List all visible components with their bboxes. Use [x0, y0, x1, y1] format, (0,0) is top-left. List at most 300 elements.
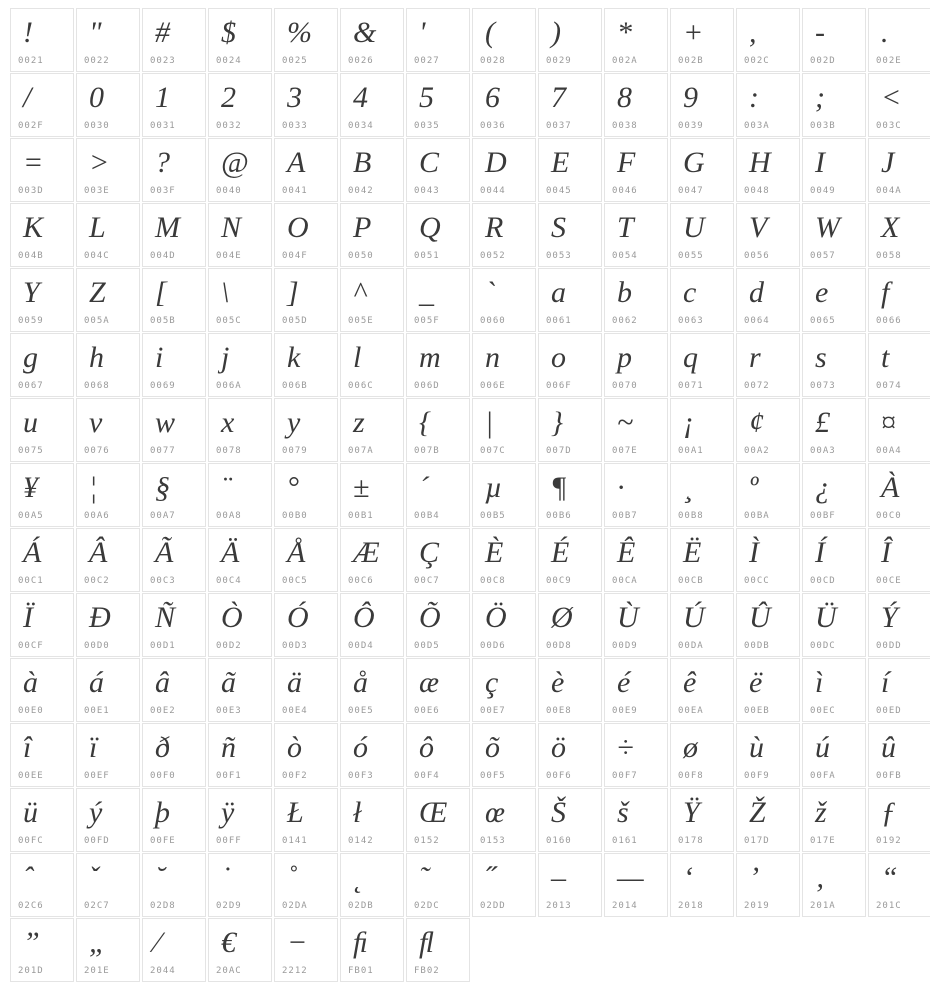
glyph-cell — [142, 333, 206, 397]
codepoint-label: 00E5 — [348, 706, 374, 716]
codepoint-label: 0192 — [876, 836, 902, 846]
codepoint-label: 0022 — [84, 56, 110, 66]
glyph-cell — [142, 398, 206, 462]
codepoint-label: 00B0 — [282, 511, 308, 521]
glyph-cell — [10, 528, 74, 592]
glyph-cell — [10, 73, 74, 137]
glyph-preview: ã — [221, 666, 236, 699]
glyph-cell — [406, 203, 470, 267]
glyph-preview: é — [617, 666, 631, 699]
glyph-cell — [10, 203, 74, 267]
glyph-cell — [538, 723, 602, 787]
glyph-preview: y — [287, 406, 301, 439]
glyph-cell — [670, 658, 734, 722]
glyph-cell — [142, 203, 206, 267]
glyph-preview: x — [221, 406, 235, 439]
codepoint-label: 2212 — [282, 966, 308, 976]
codepoint-label: 00F1 — [216, 771, 242, 781]
glyph-cell — [472, 268, 536, 332]
codepoint-label: 00D6 — [480, 641, 506, 651]
codepoint-label: 00F5 — [480, 771, 506, 781]
glyph-preview: ô — [419, 731, 434, 764]
glyph-cell — [76, 333, 140, 397]
glyph-cell — [142, 528, 206, 592]
codepoint-label: 0075 — [18, 446, 44, 456]
codepoint-label: FB02 — [414, 966, 440, 976]
codepoint-label: 0043 — [414, 186, 440, 196]
codepoint-label: 0141 — [282, 836, 308, 846]
glyph-cell — [274, 463, 338, 527]
codepoint-label: 00E9 — [612, 706, 638, 716]
glyph-preview: t — [881, 341, 890, 374]
codepoint-label: 00E3 — [216, 706, 242, 716]
glyph-preview: ä — [287, 666, 302, 699]
codepoint-label: 00EE — [18, 771, 44, 781]
codepoint-label: 00A5 — [18, 511, 44, 521]
codepoint-label: 0064 — [744, 316, 770, 326]
codepoint-label: 0047 — [678, 186, 704, 196]
codepoint-label: 006E — [480, 381, 506, 391]
glyph-preview: 1 — [155, 81, 170, 114]
codepoint-label: 002E — [876, 56, 902, 66]
glyph-preview: ž — [815, 796, 827, 829]
glyph-cell — [670, 593, 734, 657]
codepoint-label: 003C — [876, 121, 902, 131]
glyph-preview: K — [23, 211, 44, 244]
glyph-preview: Ù — [617, 601, 639, 634]
glyph-cell — [406, 268, 470, 332]
glyph-cell — [142, 723, 206, 787]
glyph-cell — [340, 788, 404, 852]
glyph-cell — [76, 203, 140, 267]
glyph-cell — [538, 528, 602, 592]
glyph-preview: ˇ — [89, 861, 99, 894]
glyph-cell — [208, 138, 272, 202]
codepoint-label: 006B — [282, 381, 308, 391]
glyph-preview: ] — [287, 276, 299, 309]
glyph-preview: p — [617, 341, 632, 374]
codepoint-label: 00D3 — [282, 641, 308, 651]
codepoint-label: 005D — [282, 316, 308, 326]
glyph-cell — [76, 138, 140, 202]
glyph-preview: Ë — [683, 536, 702, 569]
codepoint-label: 0028 — [480, 56, 506, 66]
glyph-preview: À — [881, 471, 900, 504]
glyph-preview: ï — [89, 731, 98, 764]
glyph-cell — [10, 463, 74, 527]
codepoint-label: 0074 — [876, 381, 902, 391]
glyph-cell — [868, 528, 930, 592]
glyph-preview: h — [89, 341, 104, 374]
glyph-preview: ) — [551, 16, 561, 49]
glyph-cell — [142, 8, 206, 72]
codepoint-label: 0035 — [414, 121, 440, 131]
glyph-cell — [406, 658, 470, 722]
glyph-preview: P — [353, 211, 372, 244]
glyph-preview: ° — [287, 471, 299, 504]
glyph-preview: ÷ — [617, 731, 634, 764]
codepoint-label: 00C4 — [216, 576, 242, 586]
glyph-preview: . — [881, 16, 889, 49]
glyph-cell — [472, 658, 536, 722]
glyph-cell — [472, 398, 536, 462]
glyph-preview: ê — [683, 666, 697, 699]
glyph-preview: i — [155, 341, 164, 374]
glyph-preview: F — [617, 146, 636, 179]
codepoint-label: 0068 — [84, 381, 110, 391]
glyph-preview: ~ — [617, 406, 634, 439]
codepoint-label: 00FB — [876, 771, 902, 781]
glyph-preview: g — [23, 341, 38, 374]
glyph-cell — [868, 138, 930, 202]
codepoint-label: 005B — [150, 316, 176, 326]
glyph-preview: Ò — [221, 601, 243, 634]
codepoint-label: 00CB — [678, 576, 704, 586]
glyph-preview: Ï — [23, 601, 33, 634]
glyph-cell — [802, 788, 866, 852]
glyph-cell — [472, 788, 536, 852]
glyph-preview: î — [23, 731, 32, 764]
glyph-cell — [736, 333, 800, 397]
codepoint-label: 007D — [546, 446, 572, 456]
glyph-preview: ˆ — [23, 861, 33, 894]
codepoint-label: 0057 — [810, 251, 836, 261]
glyph-cell — [604, 333, 668, 397]
codepoint-label: 0071 — [678, 381, 704, 391]
glyph-preview: V — [749, 211, 768, 244]
codepoint-label: 00A6 — [84, 511, 110, 521]
glyph-preview: º — [749, 471, 759, 504]
codepoint-label: 00EA — [678, 706, 704, 716]
glyph-cell — [340, 918, 404, 982]
glyph-preview: D — [485, 146, 507, 179]
codepoint-label: 02DC — [414, 901, 440, 911]
glyph-cell — [406, 333, 470, 397]
codepoint-label: 02DB — [348, 901, 374, 911]
glyph-preview: j — [221, 341, 230, 374]
glyph-preview: Ł — [287, 796, 304, 829]
glyph-cell — [802, 853, 866, 917]
glyph-cell — [10, 333, 74, 397]
glyph-cell — [868, 658, 930, 722]
glyph-cell — [142, 73, 206, 137]
codepoint-label: 017D — [744, 836, 770, 846]
codepoint-label: 00ED — [876, 706, 902, 716]
glyph-cell — [406, 788, 470, 852]
glyph-preview: € — [221, 926, 236, 959]
codepoint-label: 00E7 — [480, 706, 506, 716]
glyph-preview: O — [287, 211, 309, 244]
codepoint-label: 00D0 — [84, 641, 110, 651]
glyph-cell — [340, 73, 404, 137]
glyph-preview: b — [617, 276, 632, 309]
glyph-preview: ! — [23, 16, 33, 49]
codepoint-label: 0070 — [612, 381, 638, 391]
glyph-cell — [274, 138, 338, 202]
glyph-cell — [208, 268, 272, 332]
glyph-cell — [670, 203, 734, 267]
codepoint-label: 0050 — [348, 251, 374, 261]
glyph-preview: a — [551, 276, 566, 309]
codepoint-label: 201D — [18, 966, 44, 976]
glyph-cell — [670, 73, 734, 137]
glyph-preview: ﬂ — [419, 926, 434, 959]
codepoint-label: 0077 — [150, 446, 176, 456]
glyph-cell — [670, 788, 734, 852]
codepoint-label: 007C — [480, 446, 506, 456]
glyph-cell — [208, 333, 272, 397]
glyph-cell — [538, 73, 602, 137]
glyph-preview: ‚ — [815, 861, 825, 894]
glyph-cell — [142, 463, 206, 527]
glyph-preview: * — [617, 16, 632, 49]
glyph-preview: c — [683, 276, 697, 309]
codepoint-label: 0066 — [876, 316, 902, 326]
glyph-preview: Û — [749, 601, 771, 634]
glyph-cell — [736, 593, 800, 657]
glyph-preview: C — [419, 146, 440, 179]
codepoint-label: 00DD — [876, 641, 902, 651]
codepoint-label: 00DC — [810, 641, 836, 651]
glyph-preview: ¶ — [551, 471, 567, 504]
glyph-cell — [208, 723, 272, 787]
glyph-cell — [208, 398, 272, 462]
glyph-cell — [274, 333, 338, 397]
glyph-preview: m — [419, 341, 441, 374]
codepoint-label: 002B — [678, 56, 704, 66]
codepoint-label: 007E — [612, 446, 638, 456]
codepoint-label: 003B — [810, 121, 836, 131]
codepoint-label: 002C — [744, 56, 770, 66]
glyph-cell — [76, 73, 140, 137]
codepoint-label: 00E4 — [282, 706, 308, 716]
glyph-preview: Ü — [815, 601, 837, 634]
glyph-preview: ? — [155, 146, 170, 179]
codepoint-label: 00C8 — [480, 576, 506, 586]
glyph-cell — [802, 138, 866, 202]
glyph-preview: Œ — [419, 796, 448, 829]
glyph-cell — [670, 723, 734, 787]
glyph-cell — [142, 788, 206, 852]
glyph-preview: ¢ — [749, 406, 764, 439]
codepoint-label: 201A — [810, 901, 836, 911]
codepoint-label: 02DA — [282, 901, 308, 911]
codepoint-label: 003F — [150, 186, 176, 196]
glyph-cell — [604, 723, 668, 787]
glyph-preview: , — [749, 16, 757, 49]
glyph-cell — [604, 593, 668, 657]
codepoint-label: 0062 — [612, 316, 638, 326]
glyph-preview: ˙ — [221, 861, 231, 894]
codepoint-label: 00EB — [744, 706, 770, 716]
codepoint-label: 00B5 — [480, 511, 506, 521]
glyph-cell — [802, 73, 866, 137]
codepoint-label: 00DB — [744, 641, 770, 651]
glyph-cell — [208, 463, 272, 527]
codepoint-label: 00F0 — [150, 771, 176, 781]
glyph-preview: q — [683, 341, 698, 374]
glyph-preview: – — [551, 861, 566, 894]
glyph-preview: Ý — [881, 601, 898, 634]
glyph-preview: Ì — [749, 536, 759, 569]
glyph-preview: 6 — [485, 81, 500, 114]
glyph-cell — [274, 73, 338, 137]
glyph-preview: ^ — [353, 276, 366, 309]
glyph-preview: % — [287, 16, 312, 49]
glyph-cell — [340, 658, 404, 722]
glyph-preview: ` — [485, 276, 495, 309]
glyph-preview: È — [485, 536, 504, 569]
codepoint-label: 2013 — [546, 901, 572, 911]
codepoint-label: 0069 — [150, 381, 176, 391]
codepoint-label: 00FA — [810, 771, 836, 781]
glyph-preview: A — [287, 146, 306, 179]
codepoint-label: 0031 — [150, 121, 176, 131]
codepoint-label: 0152 — [414, 836, 440, 846]
glyph-cell — [604, 8, 668, 72]
glyph-cell — [208, 8, 272, 72]
glyph-cell — [736, 463, 800, 527]
glyph-cell — [538, 463, 602, 527]
glyph-preview: è — [551, 666, 565, 699]
glyph-cell — [274, 268, 338, 332]
glyph-cell — [76, 8, 140, 72]
glyph-cell — [736, 8, 800, 72]
codepoint-label: 00E6 — [414, 706, 440, 716]
glyph-preview: N — [221, 211, 242, 244]
codepoint-label: 0153 — [480, 836, 506, 846]
glyph-preview: ç — [485, 666, 499, 699]
glyph-cell — [736, 528, 800, 592]
glyph-preview: ¡ — [683, 406, 695, 439]
codepoint-label: 0048 — [744, 186, 770, 196]
glyph-preview: § — [155, 471, 170, 504]
codepoint-label: 006D — [414, 381, 440, 391]
glyph-preview: + — [683, 16, 704, 49]
codepoint-label: 0021 — [18, 56, 44, 66]
glyph-cell — [670, 398, 734, 462]
glyph-preview: æ — [419, 666, 440, 699]
glyph-preview: ü — [23, 796, 38, 829]
codepoint-label: 0025 — [282, 56, 308, 66]
glyph-cell — [736, 853, 800, 917]
codepoint-label: 004D — [150, 251, 176, 261]
glyph-cell — [736, 73, 800, 137]
glyph-cell — [274, 593, 338, 657]
glyph-preview: œ — [485, 796, 506, 829]
glyph-cell — [604, 138, 668, 202]
glyph-preview: á — [89, 666, 104, 699]
codepoint-label: 0055 — [678, 251, 704, 261]
glyph-cell — [538, 268, 602, 332]
glyph-cell — [274, 8, 338, 72]
glyph-cell — [538, 593, 602, 657]
codepoint-label: 003D — [18, 186, 44, 196]
codepoint-label: 00E0 — [18, 706, 44, 716]
glyph-cell — [604, 463, 668, 527]
codepoint-label: 0049 — [810, 186, 836, 196]
glyph-preview: L — [89, 211, 106, 244]
codepoint-label: 00A1 — [678, 446, 704, 456]
codepoint-label: 00F8 — [678, 771, 704, 781]
codepoint-label: 0072 — [744, 381, 770, 391]
codepoint-label: 00B6 — [546, 511, 572, 521]
codepoint-label: 0067 — [18, 381, 44, 391]
codepoint-label: 00B4 — [414, 511, 440, 521]
codepoint-label: 002A — [612, 56, 638, 66]
glyph-preview: Ç — [419, 536, 440, 569]
codepoint-label: 00A3 — [810, 446, 836, 456]
glyph-preview: Î — [881, 536, 891, 569]
glyph-cell — [670, 268, 734, 332]
codepoint-label: 004C — [84, 251, 110, 261]
codepoint-label: 0044 — [480, 186, 506, 196]
glyph-cell — [868, 788, 930, 852]
glyph-preview: E — [551, 146, 570, 179]
codepoint-label: 0030 — [84, 121, 110, 131]
codepoint-label: 0037 — [546, 121, 572, 131]
codepoint-label: 004E — [216, 251, 242, 261]
glyph-preview: o — [551, 341, 566, 374]
codepoint-label: 2018 — [678, 901, 704, 911]
codepoint-label: 003E — [84, 186, 110, 196]
glyph-cell — [604, 853, 668, 917]
codepoint-label: 0039 — [678, 121, 704, 131]
glyph-preview: : — [749, 81, 759, 114]
glyph-preview: ł — [353, 796, 362, 829]
codepoint-label: 0073 — [810, 381, 836, 391]
codepoint-label: 00D2 — [216, 641, 242, 651]
codepoint-label: 0026 — [348, 56, 374, 66]
glyph-preview: ú — [815, 731, 830, 764]
codepoint-label: 0142 — [348, 836, 374, 846]
glyph-preview: Ä — [221, 536, 240, 569]
codepoint-label: 00D8 — [546, 641, 572, 651]
codepoint-label: 0053 — [546, 251, 572, 261]
glyph-cell — [868, 463, 930, 527]
glyph-cell — [670, 333, 734, 397]
glyph-preview: r — [749, 341, 761, 374]
codepoint-label: 0038 — [612, 121, 638, 131]
codepoint-label: 0045 — [546, 186, 572, 196]
codepoint-label: 0036 — [480, 121, 506, 131]
codepoint-label: 005E — [348, 316, 374, 326]
glyph-cell — [208, 658, 272, 722]
glyph-preview: > — [89, 146, 110, 179]
codepoint-label: FB01 — [348, 966, 374, 976]
glyph-preview: = — [23, 146, 44, 179]
glyph-preview: š — [617, 796, 629, 829]
glyph-preview: û — [881, 731, 896, 764]
glyph-cell — [274, 658, 338, 722]
codepoint-label: 005F — [414, 316, 440, 326]
codepoint-label: 02C7 — [84, 901, 110, 911]
glyph-cell — [538, 658, 602, 722]
codepoint-label: 00E1 — [84, 706, 110, 716]
glyph-preview: T — [617, 211, 634, 244]
glyph-preview: n — [485, 341, 500, 374]
glyph-cell — [670, 138, 734, 202]
glyph-cell — [10, 723, 74, 787]
codepoint-label: 00A4 — [876, 446, 902, 456]
glyph-cell — [274, 528, 338, 592]
glyph-preview: Ž — [749, 796, 766, 829]
glyph-cell — [670, 853, 734, 917]
glyph-cell — [340, 203, 404, 267]
codepoint-label: 00B7 — [612, 511, 638, 521]
glyph-cell — [274, 918, 338, 982]
glyph-cell — [10, 918, 74, 982]
